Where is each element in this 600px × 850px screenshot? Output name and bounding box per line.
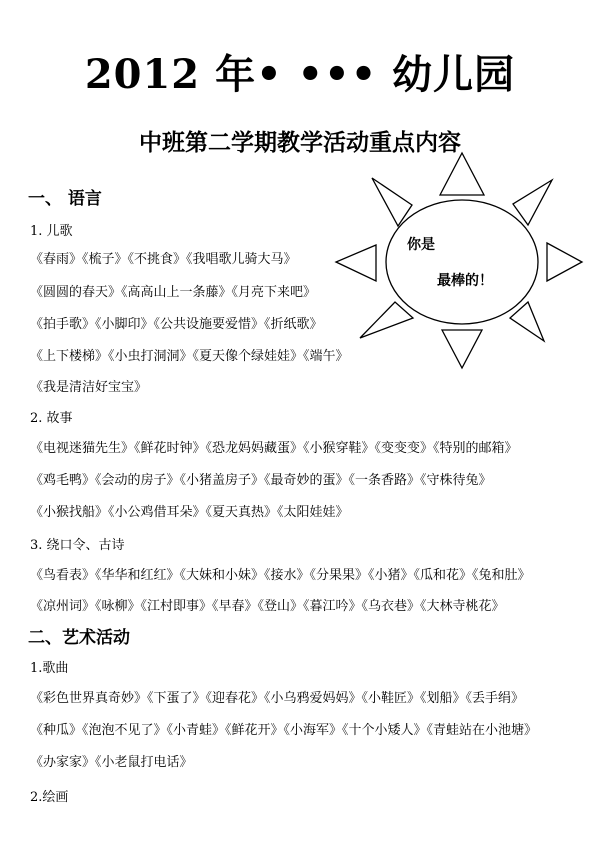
- subheading-stories: 2. 故事: [30, 411, 73, 426]
- subheading-poems: 3. 绕口令、古诗: [30, 538, 125, 553]
- subheading-children-songs: 1. 儿歌: [30, 224, 73, 239]
- list-item: 《凉州词》《咏柳》《江村即事》《早春》《登山》《暮江吟》《乌衣巷》《大林寺桃花》: [30, 599, 505, 614]
- page-title: 2012 年• ••• 幼儿园: [84, 51, 516, 98]
- section-heading-language: 一、 语言: [28, 189, 102, 209]
- list-item: 《春雨》《梳子》《不挑食》《我唱歌儿骑大马》: [30, 252, 297, 267]
- section-heading-arts: 二、艺术活动: [28, 628, 130, 648]
- sun-ray-top-right: [513, 180, 552, 225]
- sun-ray-bottom: [442, 330, 482, 368]
- list-item: 《圆圆的春天》《高高山上一条藤》《月亮下来吧》: [30, 285, 317, 300]
- page-subtitle: 中班第二学期教学活动重点内容: [139, 130, 461, 156]
- sun-ray-bottom-right: [510, 302, 544, 341]
- subheading-music: 1.歌曲: [30, 661, 69, 676]
- list-item: 《鸡毛鸭》《会动的房子》《小猪盖房子》《最奇妙的蛋》《一条香路》《守株待兔》: [30, 473, 492, 488]
- list-item: 《电视迷猫先生》《鲜花时钟》《恐龙妈妈藏蛋》《小猴穿鞋》《变变变》《特别的邮箱》: [30, 441, 518, 456]
- list-item: 《办家家》《小老鼠打电话》: [30, 755, 193, 770]
- list-item: 《我是清洁好宝宝》: [30, 380, 148, 395]
- list-item: 《鸟看表》《华华和红红》《大妹和小妹》《接水》《分果果》《小猪》《瓜和花》《兔和肚》: [30, 568, 531, 583]
- subheading-drawing: 2.绘画: [30, 790, 69, 805]
- list-item: 《种瓜》《泡泡不见了》《小青蛙》《鲜花开》《小海军》《十个小矮人》《青蛙站在小池塘》: [30, 723, 538, 738]
- sun-text-line-1: 你是: [407, 237, 435, 253]
- list-item: 《彩色世界真奇妙》《下蛋了》《迎春花》《小乌鸦爱妈妈》《小鞋匠》《划船》《丢手绢》: [30, 691, 525, 706]
- sun-ray-bottom-left: [360, 302, 413, 338]
- list-item: 《小猴找船》《小公鸡借耳朵》《夏天真热》《太阳娃娃》: [30, 505, 349, 520]
- sun-ray-right: [547, 243, 582, 281]
- sun-ray-top-left: [372, 178, 412, 226]
- sun-circle: [386, 200, 538, 324]
- sun-text-line-2: 最棒的！: [437, 273, 493, 289]
- list-item: 《拍手歌》《小脚印》《公共设施要爱惜》《折纸歌》: [30, 317, 323, 332]
- sun-ray-top: [440, 153, 484, 195]
- list-item: 《上下楼梯》《小虫打洞洞》《夏天像个绿娃娃》《端午》: [30, 349, 349, 364]
- sun-ray-left: [336, 245, 376, 281]
